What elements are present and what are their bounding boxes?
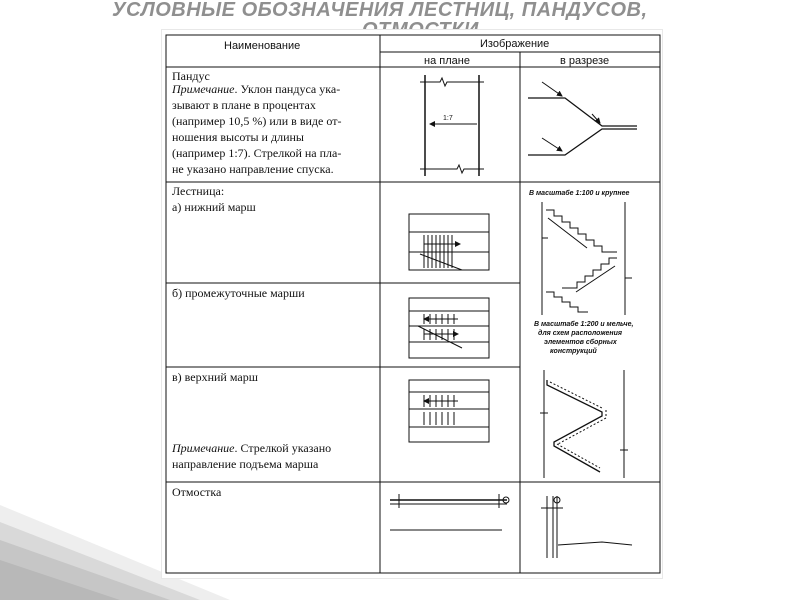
- ramp-note-line-6: не указано направление спуска.: [172, 162, 334, 176]
- apron-section-drawing: [541, 496, 632, 558]
- ramp-note-line-1: . Уклон пандуса ука-: [234, 82, 341, 96]
- stairs-lower-label: а) нижний марш: [172, 200, 256, 214]
- stairs-scale-note-small: [534, 320, 635, 355]
- stairs-note-label: Примечание: [172, 441, 235, 455]
- slide-title: [112, 0, 732, 26]
- stairs-section-drawing-detailed: [542, 202, 632, 315]
- ramp-note-line-4: ношения высоты и длины: [172, 130, 304, 144]
- stairs-upper-plan-drawing: [409, 380, 489, 442]
- header-image: Изображение: [480, 38, 550, 50]
- ramp-note-label: Примечание: [172, 82, 235, 96]
- ramp-note: [171, 82, 344, 176]
- ramp-note-line-2: зывают в плане в процентах: [172, 98, 316, 112]
- header-name: Наименование: [224, 40, 301, 52]
- stairs-note-line-1: . Стрелкой указано: [234, 441, 332, 455]
- stairs-scale-note-large: В масштабе 1:100 и крупнее: [529, 190, 630, 197]
- stairs-scale-note-line-3: элементов сборных: [544, 339, 617, 346]
- stairs-section-drawing-schematic: [540, 370, 628, 478]
- ramp-note-line-5: (например 1:7). Стрелкой на пла-: [172, 146, 342, 160]
- stairs-upper-label: в) верхний марш: [172, 370, 258, 384]
- ramp-ratio-label: 1:7: [443, 115, 453, 122]
- stairs-scale-note-line-1: В масштабе 1:200 и мельче,: [534, 321, 634, 328]
- stairs-lower-plan-drawing: [409, 214, 489, 270]
- slide-title-line-1: УСЛОВНЫЕ ОБОЗНАЧЕНИЯ ЛЕСТНИЦ, ПАНДУСОВ,: [112, 0, 648, 21]
- stairs-note-line-2: направление подъема марша: [172, 457, 319, 471]
- ramp-title: Пандус: [172, 69, 210, 83]
- stairs-middle-plan-drawing: [409, 298, 489, 358]
- stairs-scale-note-line-4: конструкций: [550, 348, 597, 355]
- stairs-scale-note-line-2: для схем расположения: [538, 330, 623, 337]
- apron-plan-drawing: [390, 494, 509, 530]
- header-plan: на плане: [424, 55, 470, 67]
- apron-title: Отмостка: [172, 485, 222, 499]
- ramp-section-drawing: [528, 82, 637, 155]
- symbols-table: [162, 30, 662, 578]
- ramp-plan-drawing: [420, 75, 484, 176]
- header-section: в разрезе: [560, 55, 610, 67]
- stairs-title: Лестница:: [172, 184, 225, 198]
- symbols-table-sheet: [162, 30, 662, 578]
- stairs-middle-label: б) промежуточные марши: [172, 286, 305, 300]
- ramp-note-line-3: (например 10,5 %) или в виде от-: [172, 114, 342, 128]
- stairs-note: [171, 441, 334, 471]
